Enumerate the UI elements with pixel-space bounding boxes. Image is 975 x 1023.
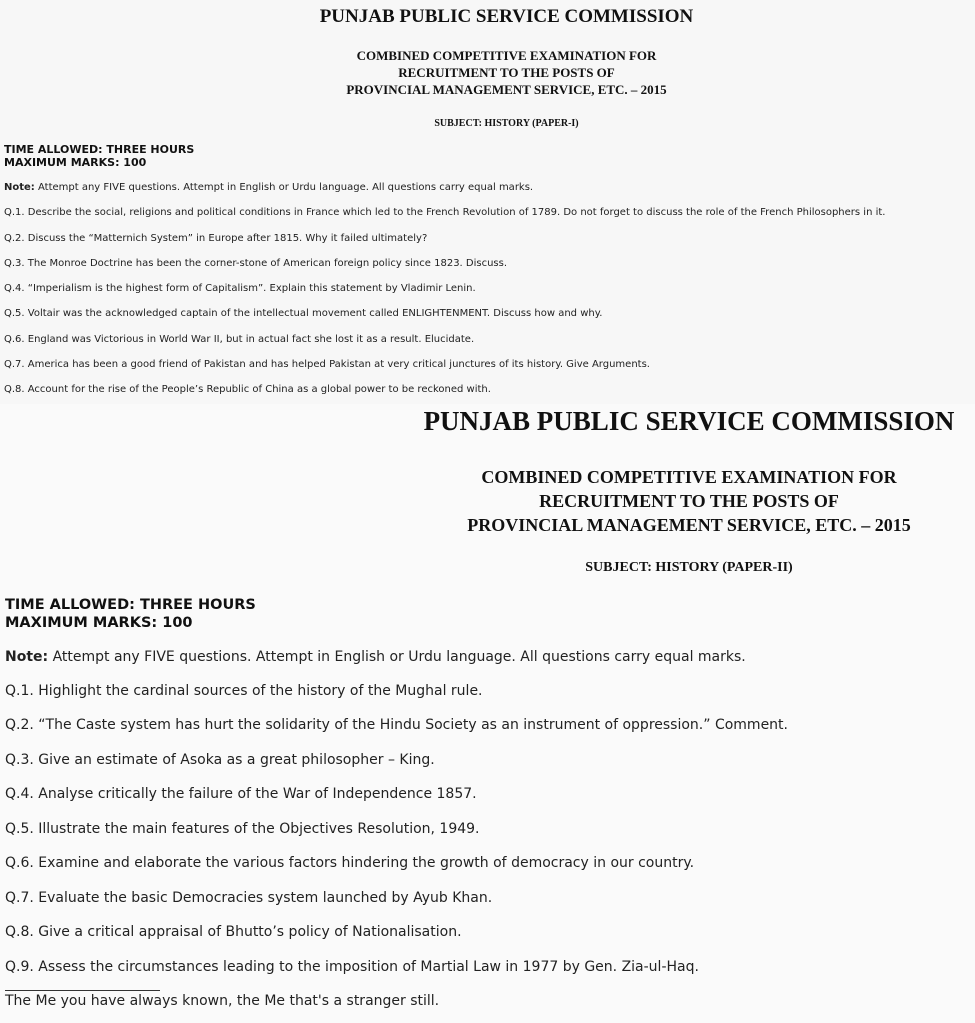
- paper-2-title: PUNJAB PUBLIC SERVICE COMMISSION: [423, 406, 955, 436]
- footer-text: The Me you have always known, the Me that's a stranger still.: [5, 993, 440, 1009]
- paper-1-question: Q.8. Account for the rise of the People’s Republic of China as a global power to be reckoned with.: [4, 384, 491, 395]
- paper-1-question: Q.5. Voltair was the acknowledged captain of the intellectual movement called ENLIGHTENMENT. Discuss how and why.: [4, 308, 603, 319]
- paper-2-time-allowed: TIME ALLOWED: THREE HOURS: [5, 597, 256, 613]
- paper-2-section: [0, 404, 975, 1023]
- paper-2-subject: SUBJECT: HISTORY (PAPER-II): [585, 560, 793, 575]
- paper-1-question: Q.2. Discuss the “Matternich System” in Europe after 1815. Why it failed ultimately?: [4, 233, 428, 244]
- paper-1-note: [4, 181, 533, 194]
- paper-1-time-allowed: TIME ALLOWED: THREE HOURS: [4, 143, 195, 156]
- paper-2-max-marks: MAXIMUM MARKS: 100: [5, 615, 193, 631]
- paper-2-subtitle-line: PROVINCIAL MANAGEMENT SERVICE, ETC. – 2015: [467, 515, 911, 535]
- paper-2-note-label: Note:: [5, 649, 49, 665]
- paper-2-question: Q.7. Evaluate the basic Democracies system launched by Ayub Khan.: [5, 890, 493, 906]
- paper-1-subtitle-line: COMBINED COMPETITIVE EXAMINATION FOR: [356, 48, 657, 63]
- paper-2-subtitle-line: COMBINED COMPETITIVE EXAMINATION FOR: [481, 467, 897, 487]
- footer-divider: [5, 990, 160, 991]
- paper-1-section: [0, 0, 975, 404]
- paper-2-subtitle: [0, 465, 975, 537]
- paper-2-exam-meta: [5, 596, 256, 632]
- paper-1-max-marks: MAXIMUM MARKS: 100: [4, 156, 147, 169]
- paper-1-subtitle: [0, 47, 975, 98]
- paper-2-note-text: Attempt any FIVE questions. Attempt in English or Urdu language. All questions carry equal marks.: [48, 649, 746, 665]
- paper-1-question: Q.7. America has been a good friend of Pakistan and has helped Pakistan at very critical junctures of its history. Give Arguments.: [4, 359, 650, 370]
- paper-1-question: Q.6. England was Victorious in World War II, but in actual fact she lost it as a result. Elucidate.: [4, 334, 475, 345]
- paper-1-subtitle-line: PROVINCIAL MANAGEMENT SERVICE, ETC. – 2015: [346, 82, 667, 97]
- paper-2-question: Q.5. Illustrate the main features of the Objectives Resolution, 1949.: [5, 821, 480, 837]
- paper-1-subtitle-line: RECRUITMENT TO THE POSTS OF: [398, 65, 615, 80]
- paper-2-question: Q.1. Highlight the cardinal sources of the history of the Mughal rule.: [5, 683, 483, 699]
- paper-2-question: Q.4. Analyse critically the failure of the War of Independence 1857.: [5, 786, 477, 802]
- paper-2-question: Q.6. Examine and elaborate the various factors hindering the growth of democracy in our country.: [5, 855, 695, 871]
- paper-1-question: Q.1. Describe the social, religions and political conditions in France which led to the French Revolution of 1789. Do not forget to discuss the role of the French Philosophers in it.: [4, 207, 886, 218]
- paper-1-question: Q.3. The Monroe Doctrine has been the corner-stone of American foreign policy since 1823. Discuss.: [4, 258, 508, 269]
- paper-2-question: Q.9. Assess the circumstances leading to the imposition of Martial Law in 1977 by Gen. Zia-ul-Haq.: [5, 959, 699, 975]
- paper-1-exam-meta: [4, 143, 194, 169]
- paper-2-subtitle-line: RECRUITMENT TO THE POSTS OF: [539, 491, 839, 511]
- paper-2-note: [5, 648, 746, 666]
- paper-1-subject: SUBJECT: HISTORY (PAPER-I): [434, 118, 579, 129]
- paper-2-question: Q.3. Give an estimate of Asoka as a great philosopher – King.: [5, 752, 435, 768]
- paper-2-question: Q.2. “The Caste system has hurt the solidarity of the Hindu Society as an instrument of oppression.” Comment.: [5, 717, 788, 733]
- paper-2-question: Q.8. Give a critical appraisal of Bhutto’s policy of Nationalisation.: [5, 924, 462, 940]
- paper-1-note-text: Attempt any FIVE questions. Attempt in English or Urdu language. All questions carry equal marks.: [34, 182, 534, 193]
- paper-1-note-label: Note:: [4, 182, 35, 193]
- paper-1-question: Q.4. “Imperialism is the highest form of Capitalism”. Explain this statement by Vladimir Lenin.: [4, 283, 476, 294]
- paper-1-title: PUNJAB PUBLIC SERVICE COMMISSION: [319, 6, 694, 27]
